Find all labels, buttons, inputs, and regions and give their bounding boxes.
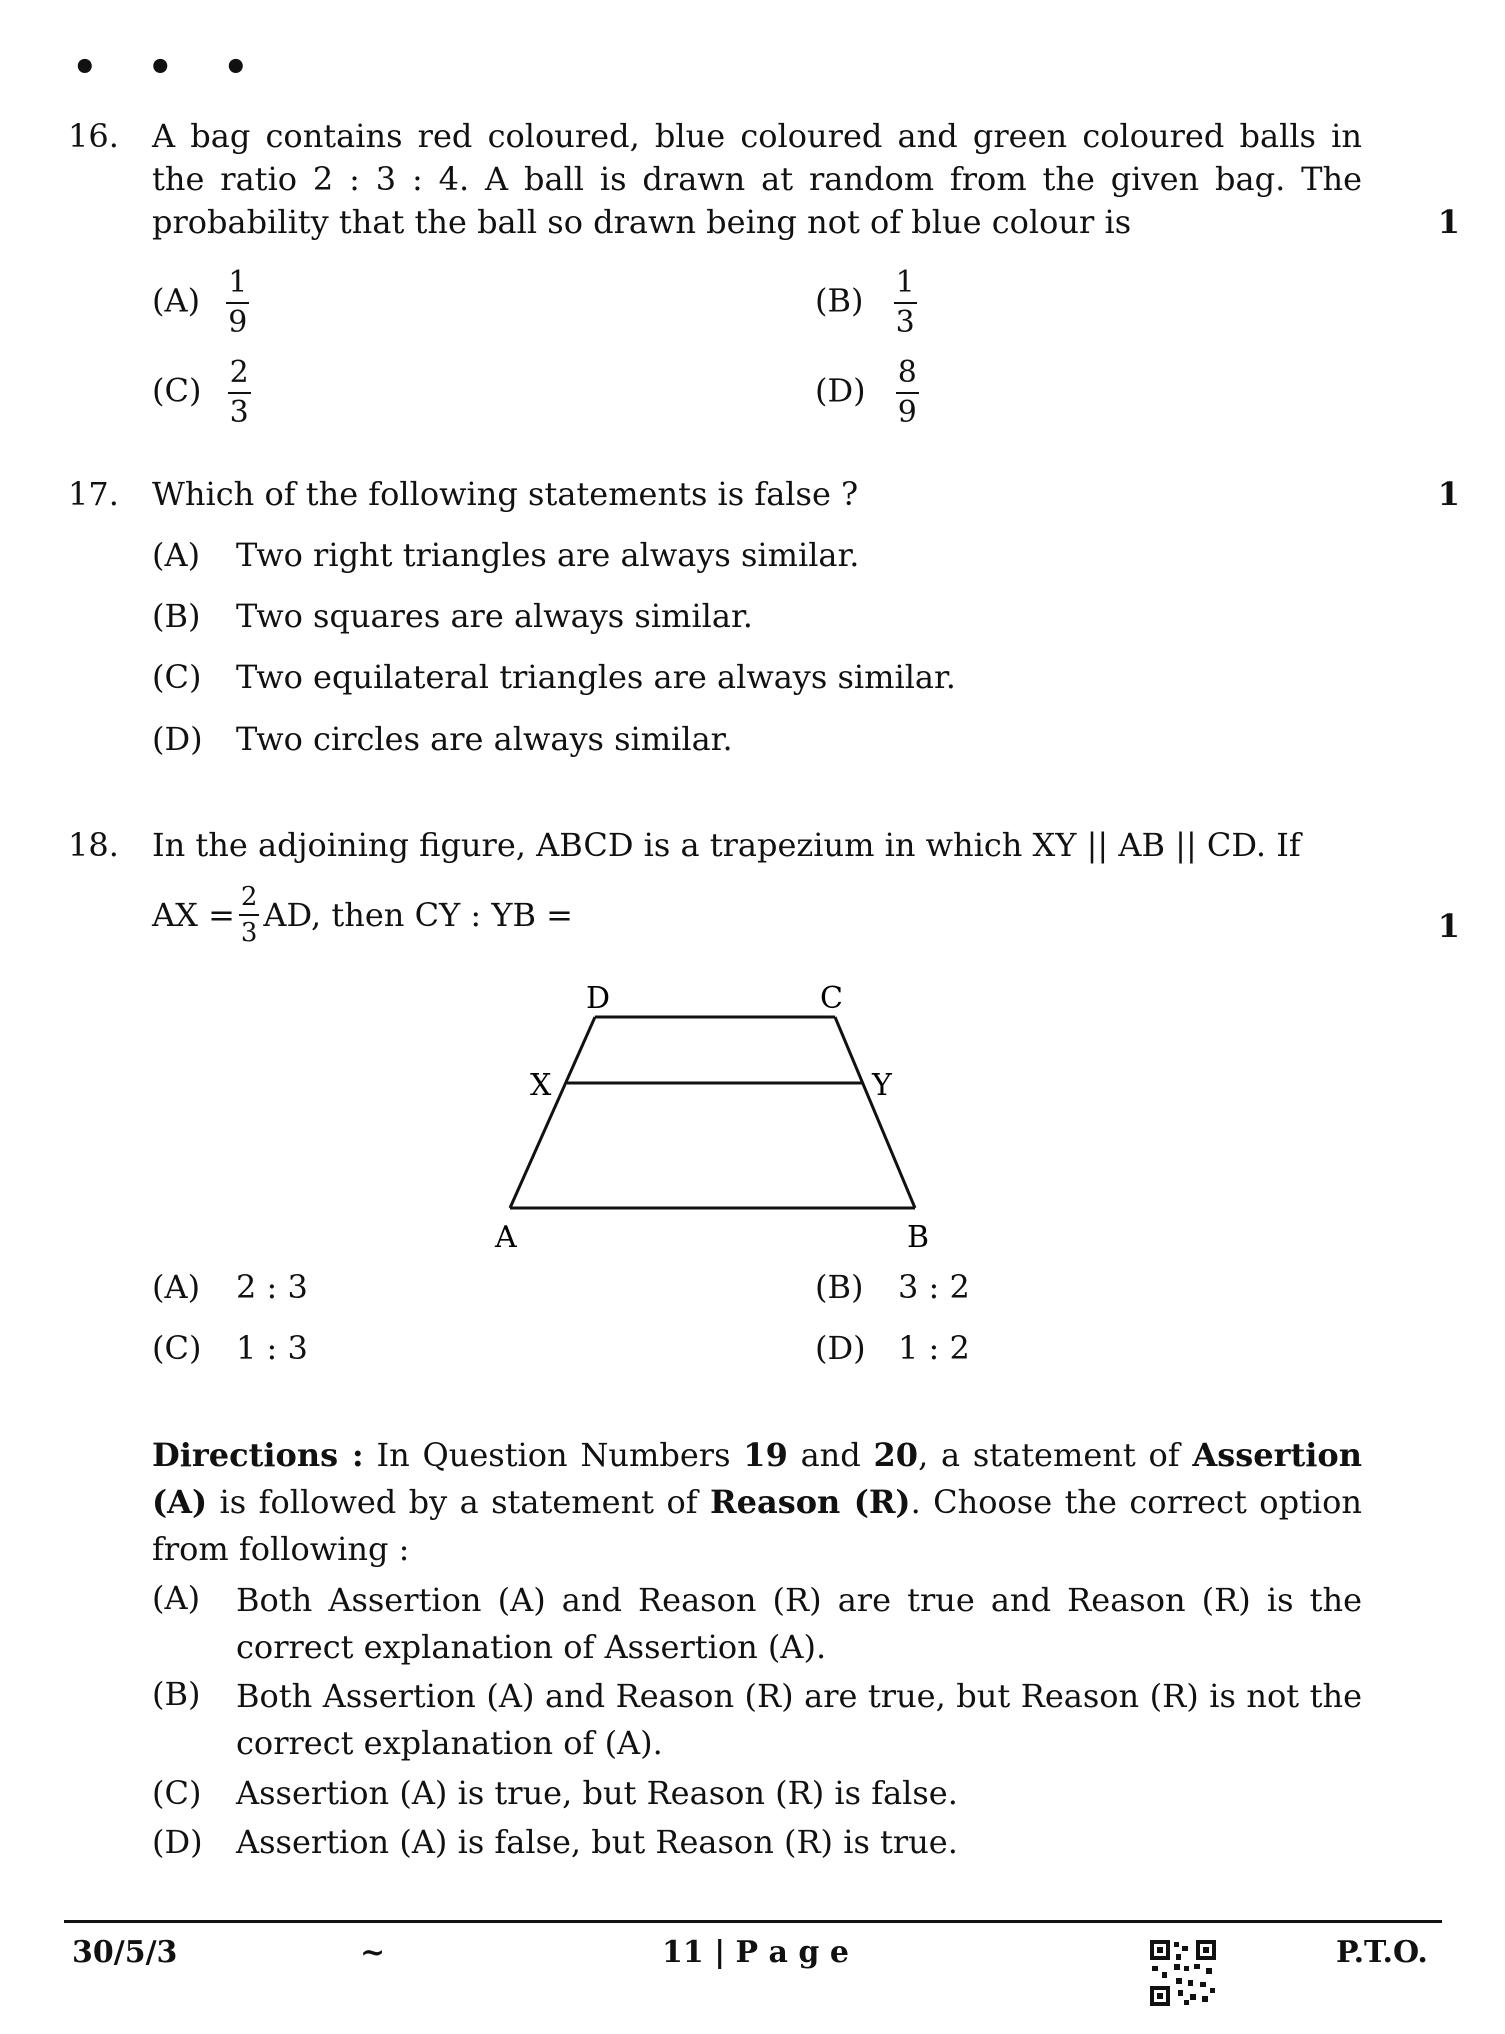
- fraction-numerator: 2: [239, 884, 260, 916]
- question-number: 18.: [68, 826, 119, 864]
- question-text: A bag contains red coloured, blue coloured and green coloured balls in the ratio 2 : 3 : 4. A ball is drawn at random from the given bag. The probability that the ball so drawn being not of blue colour is: [152, 117, 1362, 241]
- marks: 1: [1437, 475, 1460, 513]
- option-label: (D): [815, 371, 866, 410]
- option-label: (C): [152, 658, 202, 696]
- option-label: (D): [152, 1823, 203, 1861]
- option-label: (A): [152, 1268, 201, 1306]
- fraction-numerator: 1: [894, 268, 917, 304]
- marks: 1: [1437, 203, 1460, 241]
- vertex-label-c: C: [820, 981, 843, 1016]
- option-row: [815, 355, 919, 430]
- formula-fraction: [239, 884, 260, 946]
- option-fraction: [228, 355, 251, 430]
- pto-label: P.T.O.: [1336, 1935, 1428, 1970]
- option-fraction: [896, 355, 919, 430]
- fraction-denominator: 3: [229, 395, 249, 430]
- option-label: (B): [152, 597, 201, 635]
- option-fraction: [226, 265, 249, 340]
- question-formula: [152, 884, 573, 946]
- question-text: In the adjoining figure, ABCD is a trapezium in which XY || AB || CD. If: [152, 826, 1301, 864]
- vertex-label-a: A: [495, 1220, 517, 1255]
- side-bc: [835, 1017, 915, 1208]
- option-label: (B): [815, 1268, 864, 1306]
- option-text: Both Assertion (A) and Reason (R) are true, but Reason (R) is not the correct explanation of (A).: [236, 1677, 1362, 1762]
- option-row: [815, 265, 917, 340]
- option-text: Two circles are always similar.: [236, 720, 733, 758]
- side-ad: [510, 1017, 595, 1208]
- option-label: (D): [815, 1329, 866, 1367]
- directions-text: . Choose the correct option from following :: [152, 1483, 1363, 1568]
- option-text: Two right triangles are always similar.: [236, 536, 860, 574]
- option-label: (A): [152, 536, 201, 574]
- directions-bold: Reason (R): [710, 1483, 911, 1521]
- footer-tilde: ~: [360, 1935, 386, 1970]
- option-row: [152, 265, 249, 340]
- option-text: 2 : 3: [236, 1268, 308, 1306]
- fraction-numerator: 8: [896, 358, 919, 394]
- question-text: Which of the following statements is false ?: [152, 475, 859, 513]
- vertex-label-b: B: [907, 1220, 930, 1255]
- question-number: 17.: [68, 475, 119, 513]
- option-text: Two squares are always similar.: [236, 597, 753, 635]
- formula-suffix: AD, then CY : YB =: [263, 895, 573, 934]
- directions-bold: Assertion (A): [152, 1436, 1363, 1521]
- option-label: (A): [152, 281, 201, 320]
- paper-code: 30/5/3: [72, 1935, 178, 1970]
- directions-lead: Directions :: [152, 1436, 364, 1474]
- option-text: Both Assertion (A) and Reason (R) are true and Reason (R) is the correct explanation of Assertion (A).: [236, 1581, 1362, 1666]
- option-label: (C): [152, 1774, 202, 1812]
- option-text: 1 : 2: [898, 1329, 970, 1367]
- fraction-denominator: 3: [240, 918, 258, 948]
- footer-divider: [64, 1920, 1442, 1923]
- question-number: 16.: [68, 117, 119, 155]
- fraction-numerator: 2: [228, 358, 251, 394]
- header-dots: • • •: [72, 44, 267, 91]
- page-number: 11 | P a g e: [662, 1935, 849, 1970]
- marks: 1: [1437, 907, 1460, 945]
- fraction-denominator: 9: [897, 395, 917, 430]
- option-label: (B): [815, 281, 864, 320]
- option-label: (A): [152, 1579, 201, 1617]
- vertex-label-d: D: [586, 981, 611, 1016]
- fraction-denominator: 9: [228, 305, 248, 340]
- trapezium-figure: [480, 975, 960, 1265]
- option-text: 3 : 2: [898, 1268, 970, 1306]
- option-text: Two equilateral triangles are always similar.: [236, 658, 956, 696]
- directions-bold: 20: [873, 1436, 919, 1474]
- option-text: 1 : 3: [236, 1329, 308, 1367]
- option-fraction: [894, 265, 917, 340]
- fraction-numerator: 1: [226, 268, 249, 304]
- directions-paragraph: [152, 1432, 1362, 1573]
- option-label: (C): [152, 1329, 202, 1367]
- directions-bold: 19: [743, 1436, 788, 1474]
- directions-text: and: [787, 1436, 874, 1474]
- option-text: Assertion (A) is false, but Reason (R) is true.: [236, 1823, 958, 1861]
- directions-text: In Question Numbers: [363, 1436, 744, 1474]
- fraction-denominator: 3: [895, 305, 915, 340]
- formula-prefix: AX =: [152, 895, 235, 934]
- point-label-x: X: [530, 1068, 552, 1103]
- qr-code-icon: [1148, 1938, 1218, 2008]
- option-label: (B): [152, 1675, 201, 1713]
- option-row: [152, 355, 251, 430]
- point-label-y: Y: [872, 1068, 892, 1103]
- option-label: (C): [152, 371, 202, 410]
- directions-text: , a statement of: [918, 1436, 1193, 1474]
- option-label: (D): [152, 720, 203, 758]
- directions-text: is followed by a statement of: [207, 1483, 710, 1521]
- option-text: Assertion (A) is true, but Reason (R) is false.: [236, 1774, 958, 1812]
